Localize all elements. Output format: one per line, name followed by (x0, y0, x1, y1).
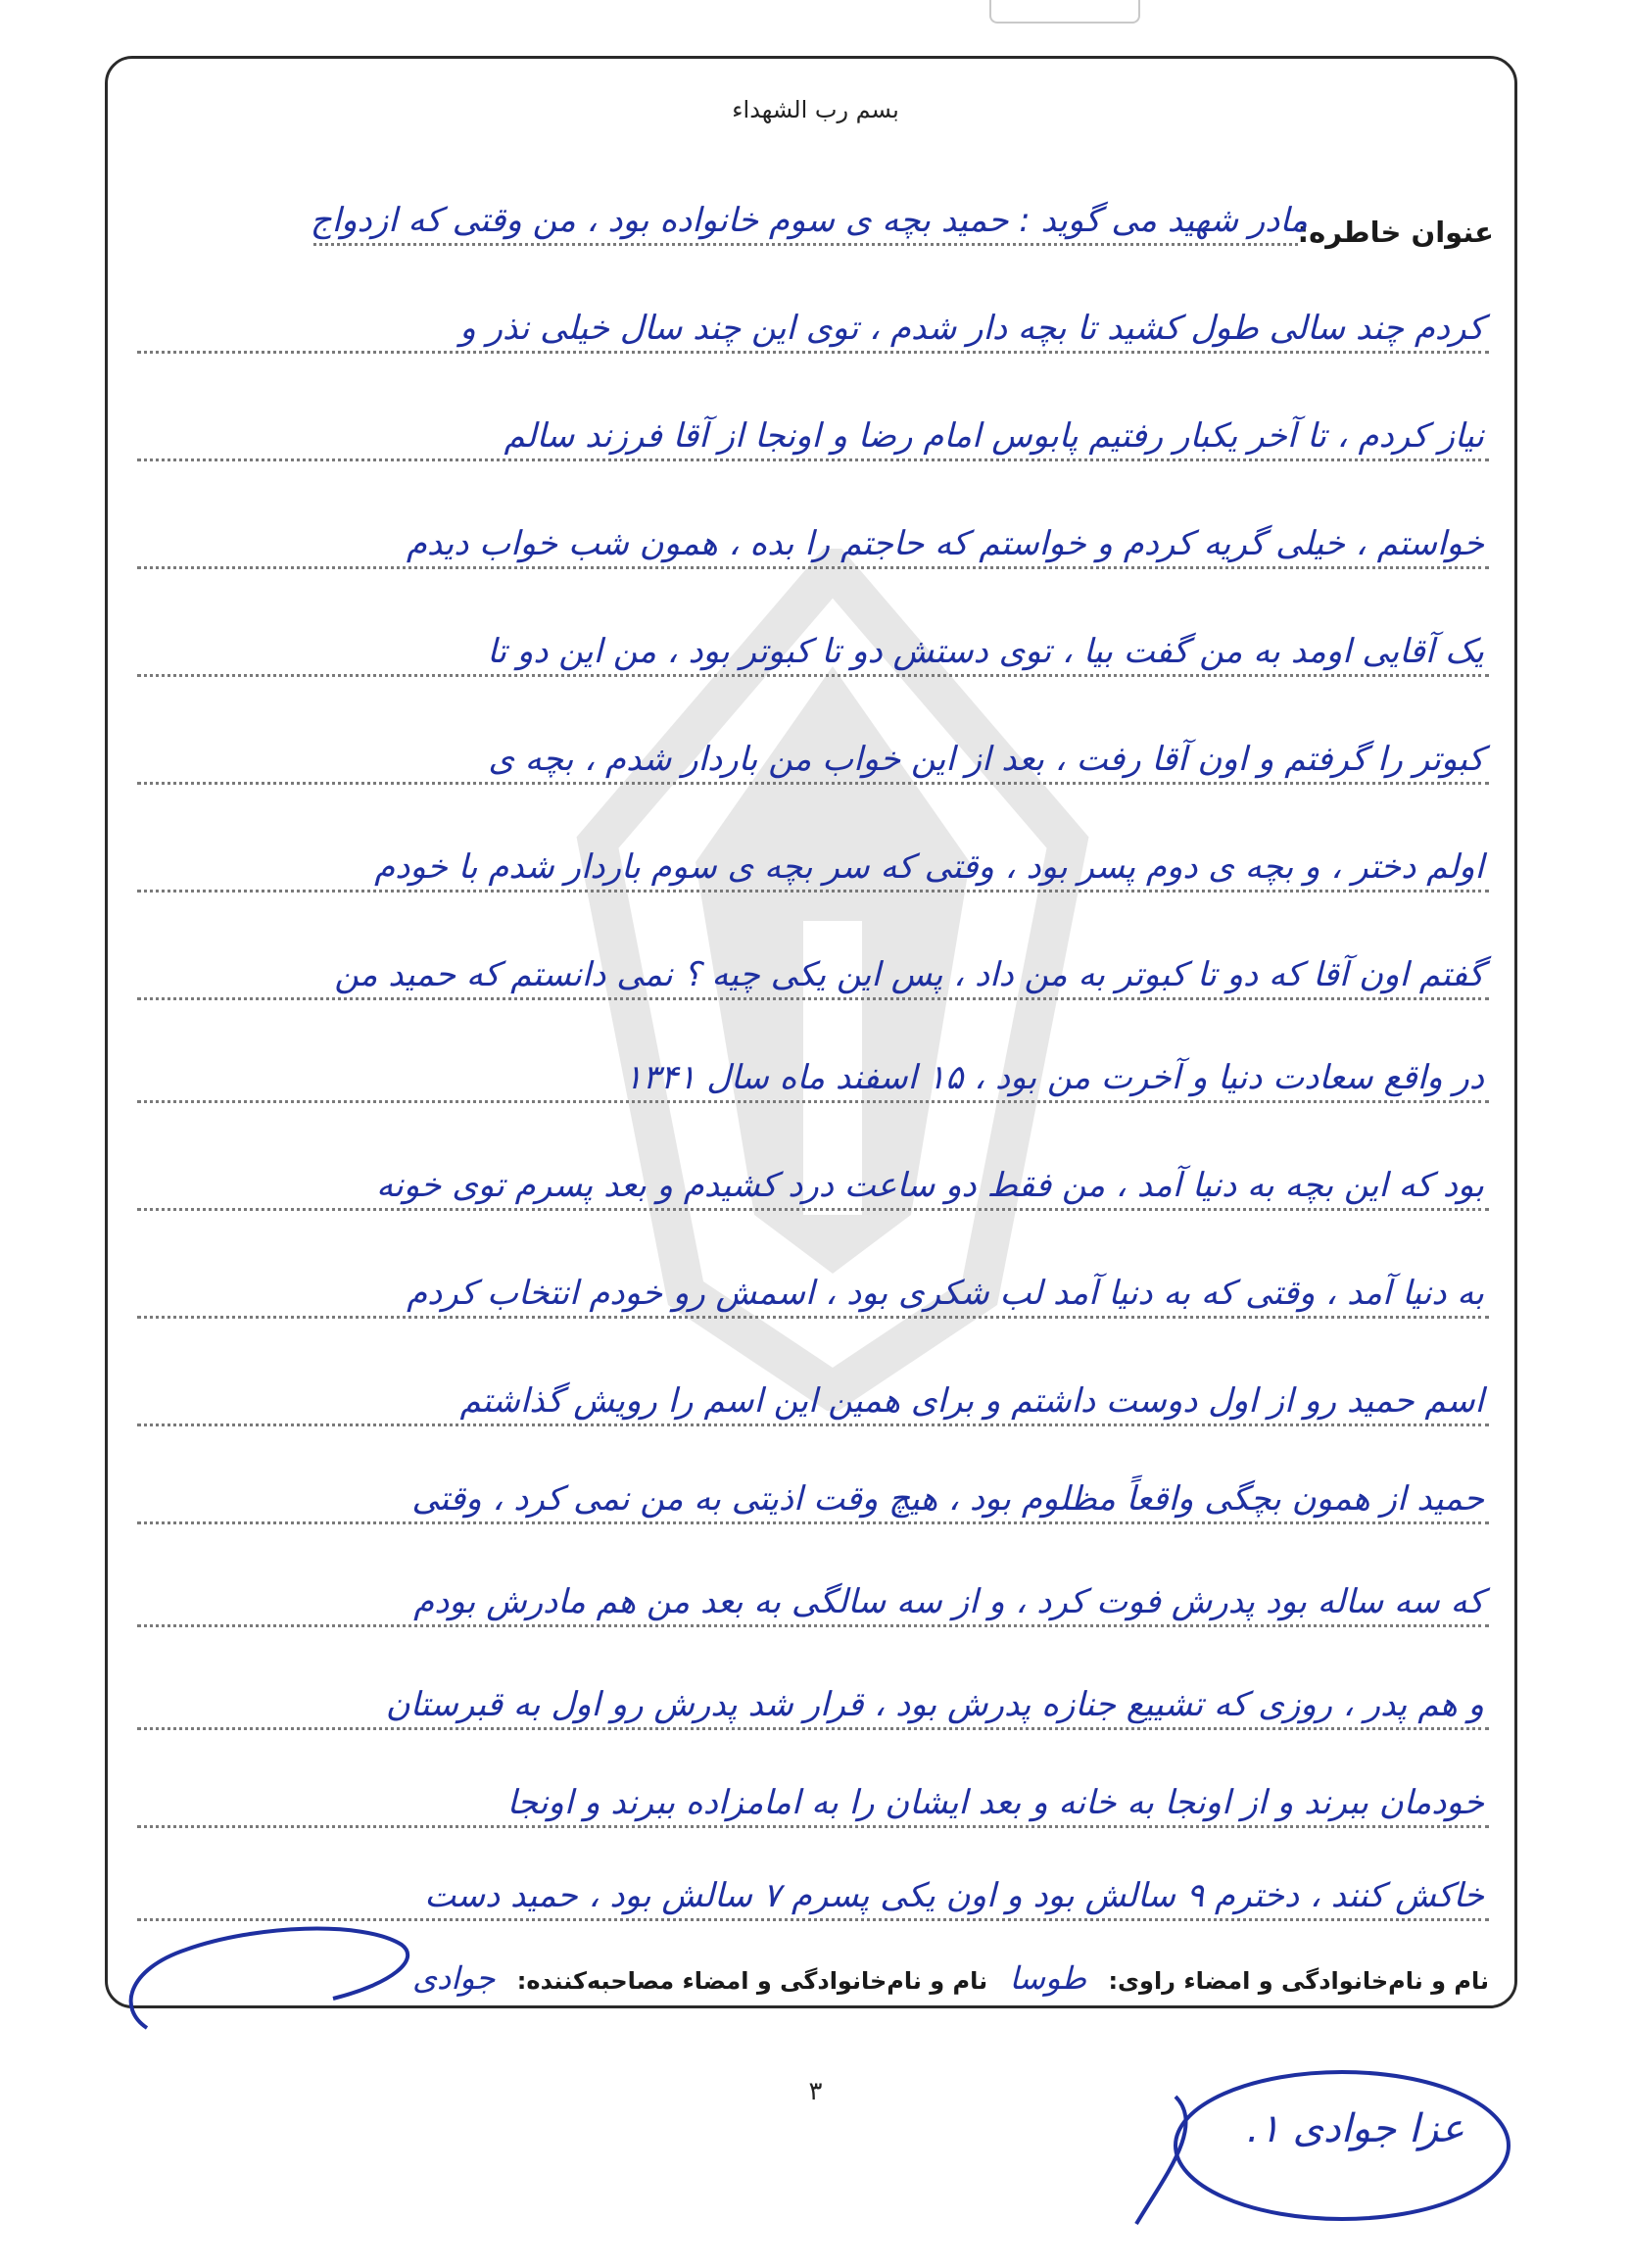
memory-line-10: بود که این بچه به دنیا آمد ، من فقط دو ساعت درد کشیدم و بعد پسرم توی خونه (376, 1166, 1484, 1205)
memory-line-7: اولم دختر ، و بچه ی دوم پسر بود ، وقتی که سر بچه ی سوم باردار شدم با خودم (374, 847, 1484, 887)
memory-line-12: اسم حمید رو از اول دوست داشتم و برای همین این اسم را رویش گذاشتم (459, 1381, 1484, 1421)
dotted-guide-line (137, 890, 1489, 893)
interviewer-label: نام و نام‌خانوادگی و امضاء مصاحبه‌کننده: (516, 1967, 988, 1995)
dotted-guide-line (137, 997, 1489, 1000)
dotted-guide-line (137, 1208, 1489, 1211)
memory-line-16: خودمان ببرند و از اونجا به خانه و بعد ایشان را به امامزاده ببرند و اونجا (506, 1783, 1484, 1822)
bottom-signature-text: عزا جوادی ۱. (1246, 2106, 1464, 2151)
memory-title-label: عنوان خاطره: (1297, 216, 1494, 249)
dotted-guide-line (137, 566, 1489, 569)
memory-line-5: یک آقایی اومد به من گفت بیا ، توی دستش دو تا کبوتر بود ، من این دو تا (487, 632, 1484, 671)
memory-line-17: خاکش کنند ، دخترم ۹ سالش بود و اون یکی پسرم ۷ سالش بود ، حمید دست (424, 1876, 1484, 1915)
dotted-guide-line (137, 782, 1489, 785)
dotted-guide-line (137, 1424, 1489, 1426)
dotted-guide-line (137, 1727, 1489, 1730)
memory-line-15: و هم پدر ، روزی که تشییع جنازه پدرش بود ، قرار شد پدرش رو اول به قبرستان (385, 1685, 1484, 1724)
narrator-signature-scribble-icon (108, 1891, 431, 2048)
narrator-signature: طوسا (1009, 1959, 1087, 1997)
memory-line-13: حمید از همون بچگی واقعاً مظلوم بود ، هیچ وقت اذیتی به من نمی کرد ، وقتی (411, 1479, 1484, 1519)
signature-footer (399, 1959, 1489, 1997)
memory-line-4: خواستم ، خیلی گریه کردم و خواستم که حاجتم را بده ، همون شب خواب دیدم (406, 524, 1484, 563)
memory-line-8: گفتم اون آقا که دو تا کبوتر به من داد ، پس این یکی چیه ؟ نمی دانستم که حمید من (334, 955, 1484, 994)
memory-line-2: کردم چند سالی طول کشید تا بچه دار شدم ، توی این چند سال خیلی نذر و (459, 309, 1484, 348)
dotted-guide-line (137, 458, 1489, 461)
dotted-guide-line (137, 1100, 1489, 1103)
memory-line-9: در واقع سعادت دنیا و آخرت من بود ، ۱۵ اسفند ماه سال ۱۳۴۱ (624, 1058, 1484, 1097)
memory-line-3: نیاز کردم ، تا آخر یکبار رفتیم پابوس امام رضا و اونجا از آقا فرزند سالم (504, 416, 1484, 456)
dotted-guide-line (137, 1825, 1489, 1828)
interviewer-signature: جوادی (411, 1959, 496, 1997)
memory-line-11: به دنیا آمد ، وقتی که به دنیا آمد لب شکری بود ، اسمش رو خودم انتخاب کردم (407, 1274, 1484, 1313)
dotted-guide-line (313, 243, 1298, 246)
dotted-guide-line (137, 351, 1489, 354)
bismillah-header: بسم رب الشهداء (732, 96, 899, 123)
page-number: ۳ (808, 2077, 823, 2106)
dotted-guide-line (137, 674, 1489, 677)
dotted-guide-line (137, 1316, 1489, 1319)
memory-line-14: که سه ساله بود پدرش فوت کرد ، و از سه سالگی به بعد من هم مادرش بودم (413, 1582, 1484, 1621)
narrator-label: نام و نام‌خانوادگی و امضاء راوی: (1108, 1967, 1489, 1995)
dotted-guide-line (137, 1624, 1489, 1627)
dotted-guide-line (137, 1521, 1489, 1524)
memory-line-1: مادر شهید می گوید : حمید بچه ی سوم خانواده بود ، من وقتی که ازدواج (310, 201, 1308, 240)
memory-line-6: کبوتر را گرفتم و اون آقا رفت ، بعد از این خواب من باردار شدم ، بچه ی (488, 740, 1484, 779)
